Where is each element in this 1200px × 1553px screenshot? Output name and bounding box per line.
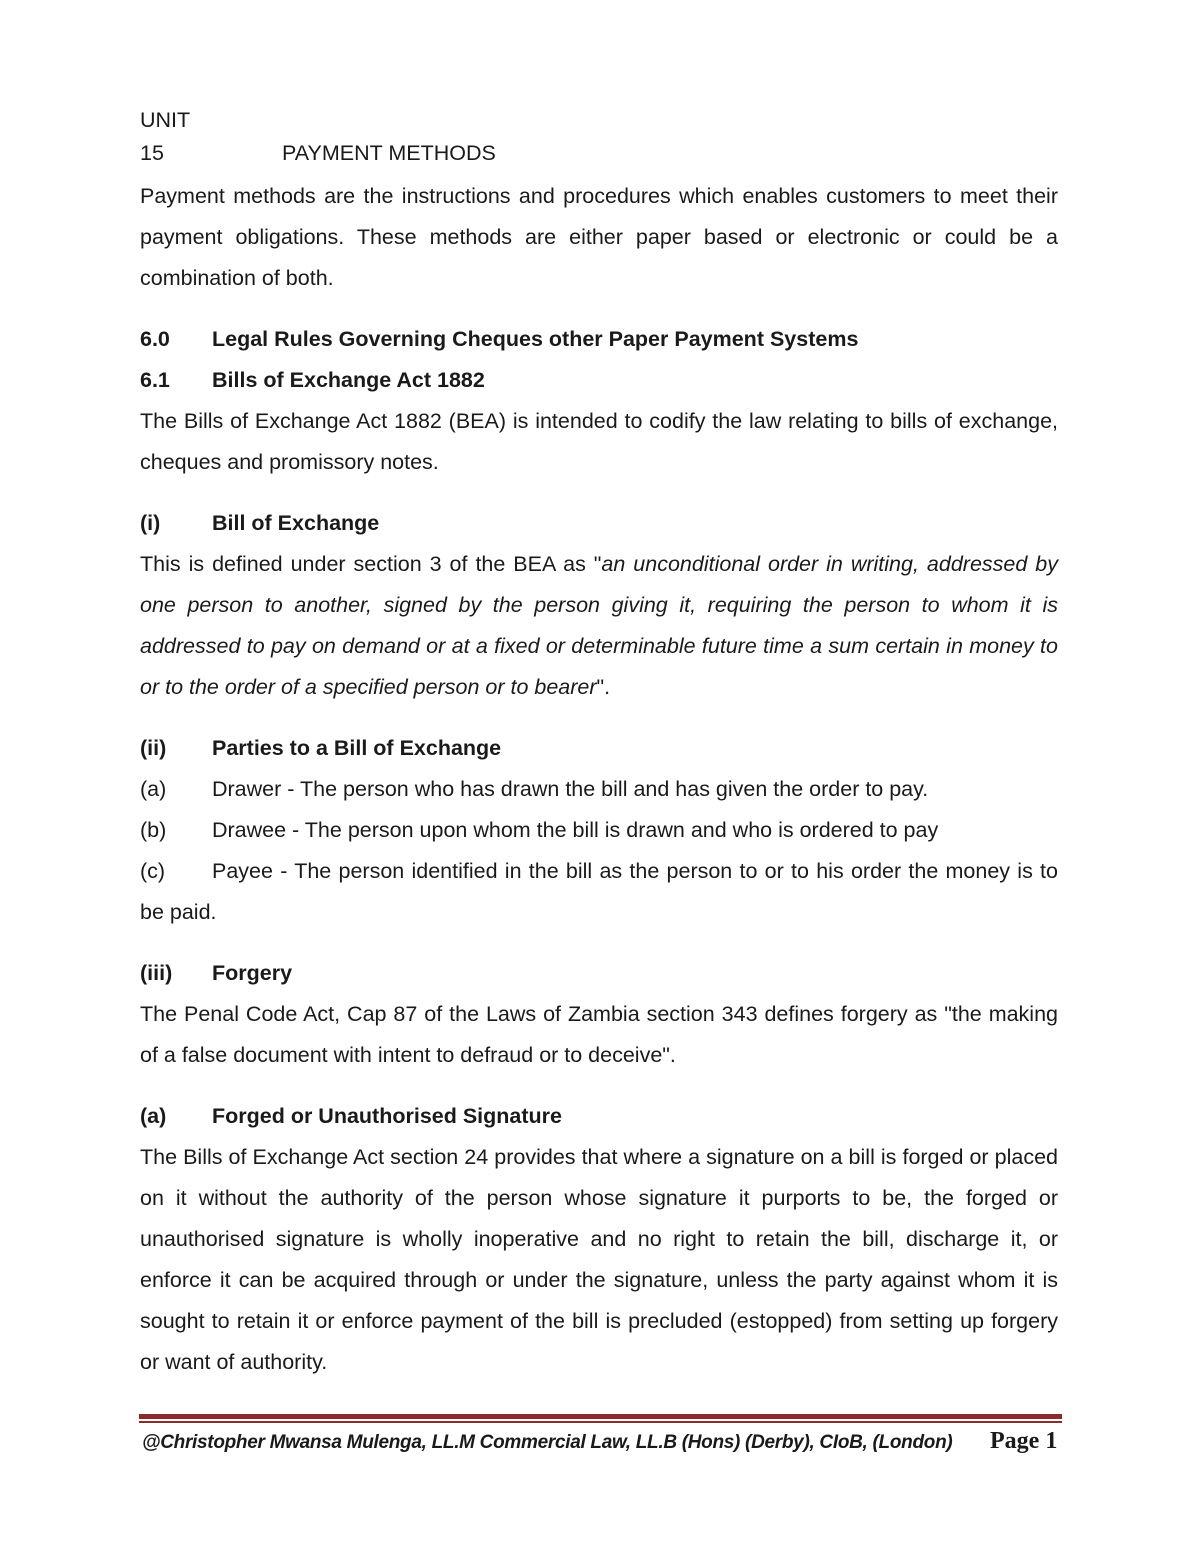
bill-title: Bill of Exchange bbox=[212, 511, 380, 535]
bea-paragraph: The Bills of Exchange Act 1882 (BEA) is intended to codify the law relating to bills of exchange, cheques and promissory notes. bbox=[140, 409, 1058, 474]
bill-definition-paragraph bbox=[140, 544, 1058, 708]
item-label: (c) bbox=[140, 859, 166, 883]
forgery-heading bbox=[140, 953, 1058, 994]
bill-tail: ". bbox=[596, 675, 611, 699]
footer-rule bbox=[139, 1414, 1062, 1419]
signature-heading bbox=[140, 1096, 1058, 1137]
section-heading-6-1 bbox=[140, 360, 1058, 401]
bill-lead: This is defined under section 3 of the BEA as " bbox=[140, 552, 602, 576]
footer-author-credit: @Christopher Mwansa Mulenga, LL.M Commercial Law, LL.B (Hons) (Derby), CIoB, (London) bbox=[142, 1432, 953, 1453]
signature-paragraph: The Bills of Exchange Act section 24 provides that where a signature on a bill is forged or placed on it without the authority of the person whose signature it purports to be, the forged or unauthorised signature is wholly inoperative and no right to retain the bill, discharge it, or enforce it can be acquired through or under the signature, unless the party against whom it is sought to retain it or enforce payment of the bill is precluded (estopped) from setting up forgery or want of authority. bbox=[140, 1145, 1058, 1374]
item-text: Drawer - The person who has drawn the bill and has given the order to pay. bbox=[212, 777, 929, 801]
signature-title: Forged or Unauthorised Signature bbox=[212, 1104, 562, 1128]
section-heading-6-0 bbox=[140, 319, 1058, 360]
bill-heading bbox=[140, 503, 1058, 544]
unit-title: PAYMENT METHODS bbox=[282, 141, 496, 165]
signature-number: (a) bbox=[140, 1104, 167, 1128]
item-text: Drawee - The person upon whom the bill is drawn and who is ordered to pay bbox=[212, 818, 939, 842]
page-body bbox=[140, 104, 1076, 1383]
party-item-drawer bbox=[140, 769, 1058, 810]
section-number: 6.0 bbox=[140, 327, 170, 351]
unit-heading bbox=[140, 104, 1058, 170]
party-item-drawee bbox=[140, 810, 1058, 851]
parties-number: (ii) bbox=[140, 736, 167, 760]
parties-heading bbox=[140, 728, 1058, 769]
section-number: 6.1 bbox=[140, 368, 170, 392]
section-title: Bills of Exchange Act 1882 bbox=[212, 368, 485, 392]
forgery-paragraph: The Penal Code Act, Cap 87 of the Laws of Zambia section 343 defines forgery as "the making of a false document with intent to defraud or to deceive". bbox=[140, 1002, 1058, 1067]
page-number: Page 1 bbox=[990, 1428, 1058, 1454]
forgery-number: (iii) bbox=[140, 961, 173, 985]
unit-number: UNIT 15 bbox=[140, 108, 190, 165]
bill-number: (i) bbox=[140, 511, 161, 535]
parties-title: Parties to a Bill of Exchange bbox=[212, 736, 502, 760]
item-text: Payee - The person identified in the bill as the person to or to his order the money is to be paid. bbox=[140, 859, 1076, 924]
intro-paragraph: Payment methods are the instructions and procedures which enables customers to meet their payment obligations. These methods are either paper based or electronic or could be a combination of both. bbox=[140, 184, 1058, 290]
forgery-title: Forgery bbox=[212, 961, 293, 985]
footer-rule-thin bbox=[139, 1421, 1062, 1423]
party-item-payee bbox=[140, 851, 1076, 933]
bill-definition-quote: an unconditional order in writing, addressed by one person to another, signed by the person giving it, requiring the person to whom it is addressed to pay on demand or at a fixed or determinable future time a sum certain in money to or to the order of a specified person or to bearer bbox=[140, 552, 1058, 699]
item-label: (a) bbox=[140, 777, 167, 801]
section-title: Legal Rules Governing Cheques other Paper Payment Systems bbox=[212, 327, 859, 351]
item-label: (b) bbox=[140, 818, 167, 842]
